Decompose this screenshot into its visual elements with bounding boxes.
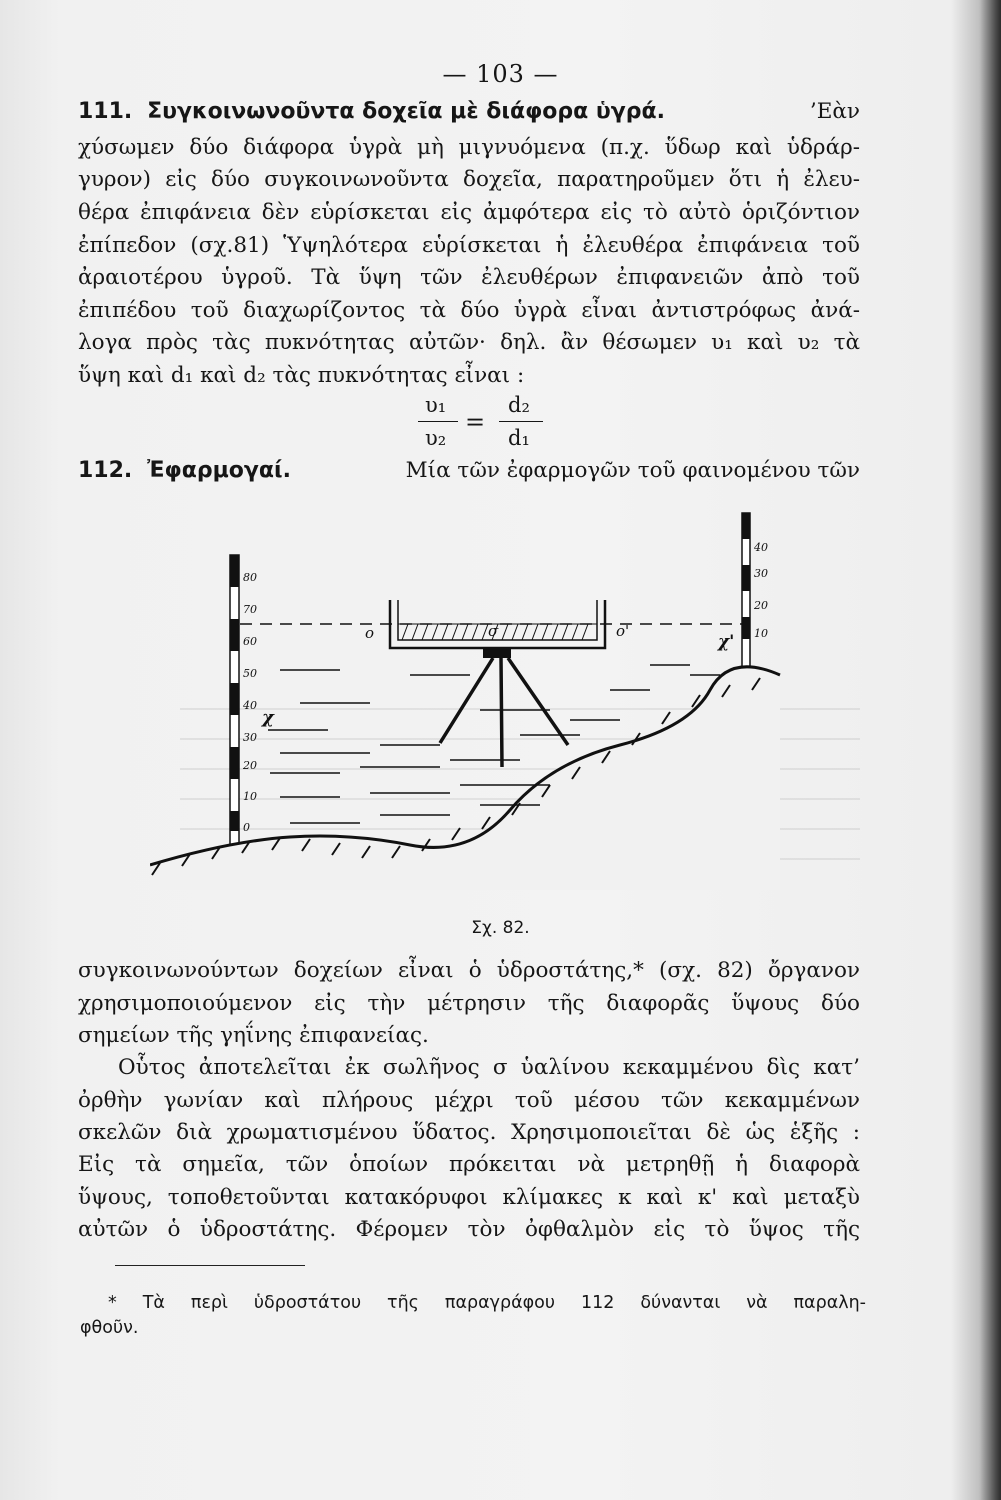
- footnote-divider: [115, 1265, 305, 1266]
- body-line-7: Εἰς τὰ σημεῖα, τῶν ὁποίων πρόκειται νὰ μετρηθῇ ἡ διαφορὰ: [78, 1152, 860, 1177]
- label-o-prime: ο': [616, 622, 630, 640]
- section-112-title: Ἐφαρμογαί.: [147, 458, 291, 483]
- left-scale-rod: [230, 555, 239, 845]
- formula-denominator-left: υ₂: [425, 426, 447, 450]
- section-111-line-9: ὕψη καὶ d₁ καὶ d₂ τὰς πυκνότητας εἶναι :: [78, 363, 525, 388]
- section-112-number: 112.: [78, 458, 133, 483]
- formula-equals-sign: =: [465, 408, 486, 436]
- tripod-stand: [440, 648, 568, 767]
- label-chi-prime: χ': [718, 632, 735, 652]
- left-tick-60: 60: [243, 635, 257, 648]
- label-sigma: σ: [488, 622, 499, 640]
- section-111-line-2: χύσωμεν δύο διάφορα ὑγρὰ μὴ μιγνυόμενα (π.χ. ὕδωρ καὶ ὑδράρ-: [78, 135, 860, 160]
- section-111-line-8: λογα πρὸς τὰς πυκνότητας αὐτῶν· δηλ. ἂν θέσωμεν υ₁ καὶ υ₂ τὰ: [78, 330, 860, 355]
- section-111-line-7: ἐπιπέδου τοῦ διαχωρίζοντος τὰ δύο ὑγρὰ εἶναι ἀντιστρόφως ἀνά-: [78, 298, 860, 323]
- body-line-8: ὕψους, τοποθετοῦνται κατακόρυφοι κλίμακες κ καὶ κ' καὶ μεταξὺ: [78, 1185, 860, 1210]
- body-line-9: αὐτῶν ὁ ὑδροστάτης. Φέρομεν τὸν ὀφθαλμὸν εἰς τὸ ὕψος τῆς: [78, 1217, 860, 1242]
- left-tick-40: 40: [243, 699, 257, 712]
- formula-numerator-left: υ₁: [425, 393, 447, 417]
- label-chi: χ: [262, 707, 274, 728]
- body-line-1: συγκοινωνούντων δοχείων εἶναι ὁ ὑδροστάτης,* (σχ. 82) ὄργανον: [78, 958, 860, 983]
- body-line-4: Οὗτος ἀποτελεῖται ἐκ σωλῆνος σ ὑαλίνου κεκαμμένου δὶς κατ’: [118, 1055, 860, 1080]
- body-line-5: ὀρθὴν γωνίαν καὶ πλήρους μέχρι τοῦ μέσου τῶν κεκαμμένων: [78, 1088, 860, 1113]
- left-tick-0: 0: [243, 821, 250, 834]
- section-111-line-6: ἀραιοτέρου ὑγροῦ. Τὰ ὕψη τῶν ἐλευθέρων ἐπιφανειῶν ἀπὸ τοῦ: [78, 265, 860, 290]
- section-111-line-4: θέρα ἐπιφάνεια δὲν εὑρίσκεται εἰς ἀμφότερα εἰς τὸ αὐτὸ ὁριζόντιον: [78, 200, 860, 225]
- label-o: ο: [365, 624, 375, 642]
- section-112-heading-line: [78, 456, 860, 486]
- section-111-line-5: ἐπίπεδον (σχ.81) Ὑψηλότερα εὑρίσκεται ἡ ἐλευθέρα ἐπιφάνεια τοῦ: [78, 233, 860, 258]
- right-tick-20: 20: [754, 599, 768, 612]
- density-height-formula: [415, 393, 545, 453]
- left-tick-80: 80: [243, 571, 257, 584]
- left-tick-70: 70: [243, 603, 257, 616]
- left-tick-10: 10: [243, 790, 257, 803]
- right-tick-10: 10: [754, 627, 768, 640]
- figure-caption: Σχ. 82.: [471, 918, 530, 938]
- section-111-heading-line: [78, 97, 860, 127]
- body-line-2: χρησιμοποιούμενον εἰς τὴν μέτρησιν τῆς διαφορᾶς ὕψους δύο: [78, 991, 860, 1016]
- left-tick-20: 20: [243, 759, 257, 772]
- section-111-number: 111.: [78, 99, 133, 124]
- right-tick-40: 40: [754, 541, 768, 554]
- formula-denominator-right: d₁: [508, 426, 530, 450]
- formula-fraction-bar-left: [418, 421, 458, 422]
- left-tick-50: 50: [243, 667, 257, 680]
- body-line-3: σημείων τῆς γηΐνης ἐπιφανείας.: [78, 1023, 429, 1048]
- page-edge-shadow: [979, 0, 1001, 1500]
- right-tick-30: 30: [754, 567, 768, 580]
- footnote-line-2: φθοῦν.: [80, 1318, 139, 1338]
- right-scale-rod: [742, 513, 750, 673]
- section-111-line-3: γυρον) εἰς δύο συγκοινωνοῦντα δοχεῖα, παρατηροῦμεν ὅτι ἡ ἐλευ-: [78, 167, 860, 192]
- page-number: — 103 —: [442, 60, 559, 88]
- left-tick-30: 30: [243, 731, 257, 744]
- section-112-first-line: Μία τῶν ἐφαρμογῶν τοῦ φαινομένου τῶν: [405, 458, 860, 483]
- body-line-6: σκελῶν διὰ χρωματισμένου ὕδατος. Χρησιμοποιεῖται δὲ ὡς ἑξῆς :: [78, 1120, 860, 1145]
- formula-numerator-right: d₂: [508, 393, 530, 417]
- hydrostat-figure: [150, 505, 790, 890]
- footnote-line-1: * Τὰ περὶ ὑδροστάτου τῆς παραγράφου 112 δύνανται νὰ παραλη-: [108, 1293, 866, 1313]
- section-111-line-1: ’Εὰν: [809, 99, 860, 124]
- section-111-title: Συγκοινωνοῦντα δοχεῖα μὲ διάφορα ὑγρά.: [147, 99, 665, 124]
- formula-fraction-bar-right: [499, 421, 543, 422]
